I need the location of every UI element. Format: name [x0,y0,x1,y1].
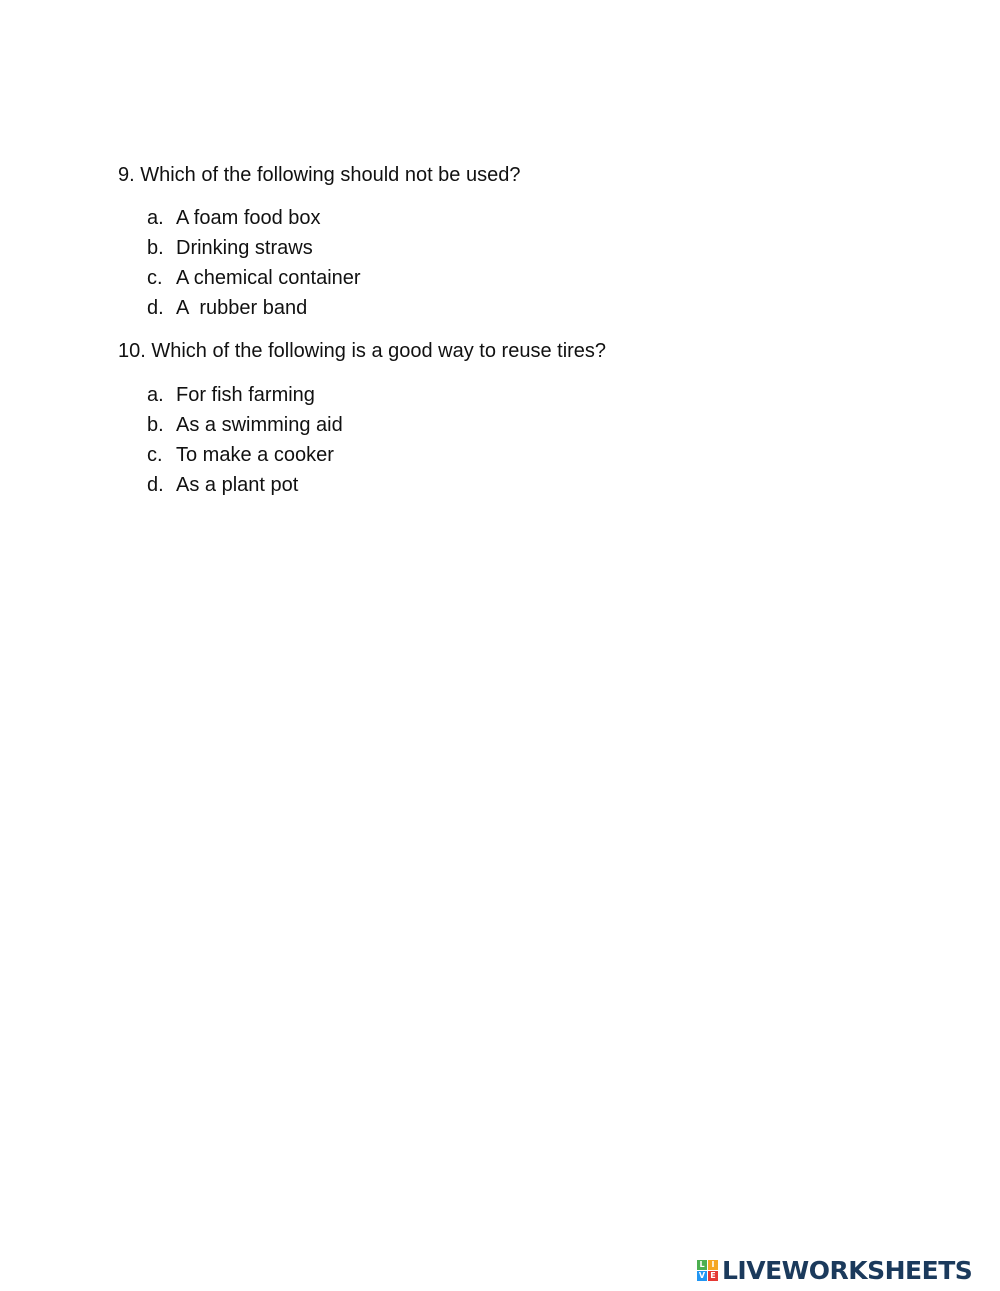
option-letter: b. [147,414,164,436]
liveworksheets-logo-icon [697,1260,718,1281]
brand-name: LIVEWORKSHEETS [722,1255,973,1285]
question-10-option-a [147,383,315,407]
option-letter: d. [147,474,164,496]
option-letter: a. [147,384,164,406]
option-text: Drinking straws [176,237,313,259]
option-text: To make a cooker [176,444,334,466]
question-9-option-b [147,236,313,260]
logo-cell-e: E [708,1271,718,1281]
logo-cell-l: L [697,1260,707,1270]
question-9-option-d [147,296,307,320]
option-letter: c. [147,267,163,289]
option-letter: a. [147,207,164,229]
option-text: For fish farming [176,384,315,406]
option-letter: b. [147,237,164,259]
option-text: As a swimming aid [176,414,343,436]
option-text: A rubber band [176,297,308,319]
option-text: As a plant pot [176,474,299,496]
question-10-option-b [147,413,343,437]
option-letter: c. [147,444,163,466]
logo-cell-i: I [708,1260,718,1270]
question-9-prompt: 9. Which of the following should not be used? [118,164,521,186]
option-text: A foam food box [176,207,321,229]
logo-cell-v: V [698,1270,706,1280]
liveworksheets-brand [697,1256,972,1284]
question-9-option-c [147,266,361,290]
question-9-option-a [147,206,321,230]
option-letter: d. [147,297,164,319]
question-10-option-c [147,443,334,467]
question-10-option-d [147,473,298,497]
question-10-prompt: 10. Which of the following is a good way to reuse tires? [118,340,607,362]
option-text: A chemical container [176,267,361,289]
